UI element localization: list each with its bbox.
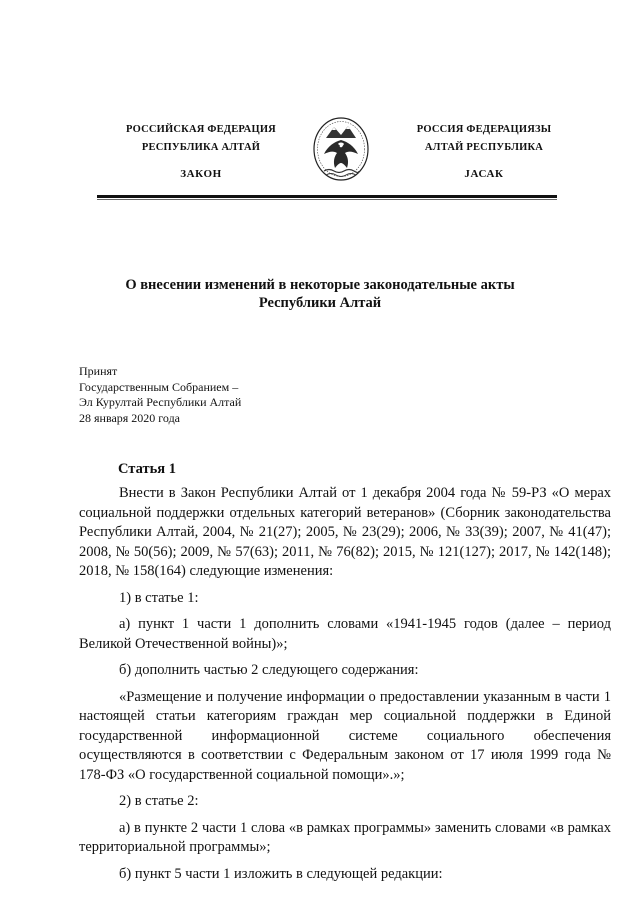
- article-paragraph: «Размещение и получение информации о предоставлении указанным в части 1 настоящей статьи категориям граждан мер социальной поддержки в Единой государственной информационной системе социального обеспечения осуществляются в соответствии с Федеральным законом от 17 июля 1999 года № 178-ФЗ «О государственной социальной помощи».»;: [79, 688, 611, 783]
- document-title-line2: Республики Алтай: [258, 295, 382, 311]
- header-left-doctype: ЗАКОН: [180, 168, 222, 180]
- header-left-country: РОССИЙСКАЯ ФЕДЕРАЦИЯ: [126, 124, 276, 135]
- document-title-line1: О внесении изменений в некоторые законодательные акты: [125, 277, 515, 293]
- header-divider-thin: [97, 199, 557, 200]
- adoption-line-kurultai: Эл Курултай Республики Алтай: [79, 395, 242, 409]
- altai-republic-emblem-icon: [312, 116, 370, 182]
- article-paragraph: 2) в статье 2:: [119, 793, 199, 809]
- article-paragraph: б) дополнить частью 2 следующего содержания:: [119, 662, 419, 678]
- article-paragraph: 1) в статье 1:: [119, 589, 199, 606]
- header-divider-thick: [97, 195, 557, 198]
- article-paragraph: Внести в Закон Республики Алтай от 1 декабря 2004 года № 59-РЗ «О мерах социальной поддержки отдельных категорий ветеранов» (Сборник законодательства Республики Алтай, 2004, № 21(27); 2005, № 23(29); 2006, № 33(39); 2007, № 41(47); 2008, № 50(56); 2009, № 57(63); 2011, № 76(82); 2015, № 121(127); 2017, № 142(148); 2018, № 158(164) следующие изменения:: [79, 485, 611, 579]
- article-paragraph: а) пункт 1 части 1 дополнить словами «1941-1945 годов (далее – период Великой Отечественной войны)»;: [79, 616, 611, 652]
- article-paragraph: а) в пункте 2 части 1 слова «в рамках программы» заменить словами «в рамках территориальной программы»;: [79, 819, 611, 855]
- article-body: [79, 484, 611, 884]
- header-right-doctype: ЈАСАК: [464, 168, 504, 180]
- article-heading: Статья 1: [118, 461, 176, 477]
- article-paragraph: б) пункт 5 части 1 изложить в следующей редакции:: [119, 865, 443, 882]
- header-left-republic: РЕСПУБЛИКА АЛТАЙ: [141, 142, 261, 153]
- header-right-country: РОССИЯ ФЕДЕРАЦИЯЗЫ: [416, 124, 552, 135]
- adoption-line-accepted: Принят: [79, 364, 118, 378]
- adoption-block: [79, 364, 241, 426]
- header-right-republic: АЛТАЙ РЕСПУБЛИКА: [424, 142, 544, 153]
- adoption-line-assembly: Государственным Собранием –: [79, 379, 239, 394]
- adoption-line-date: 28 января 2020 года: [79, 410, 181, 425]
